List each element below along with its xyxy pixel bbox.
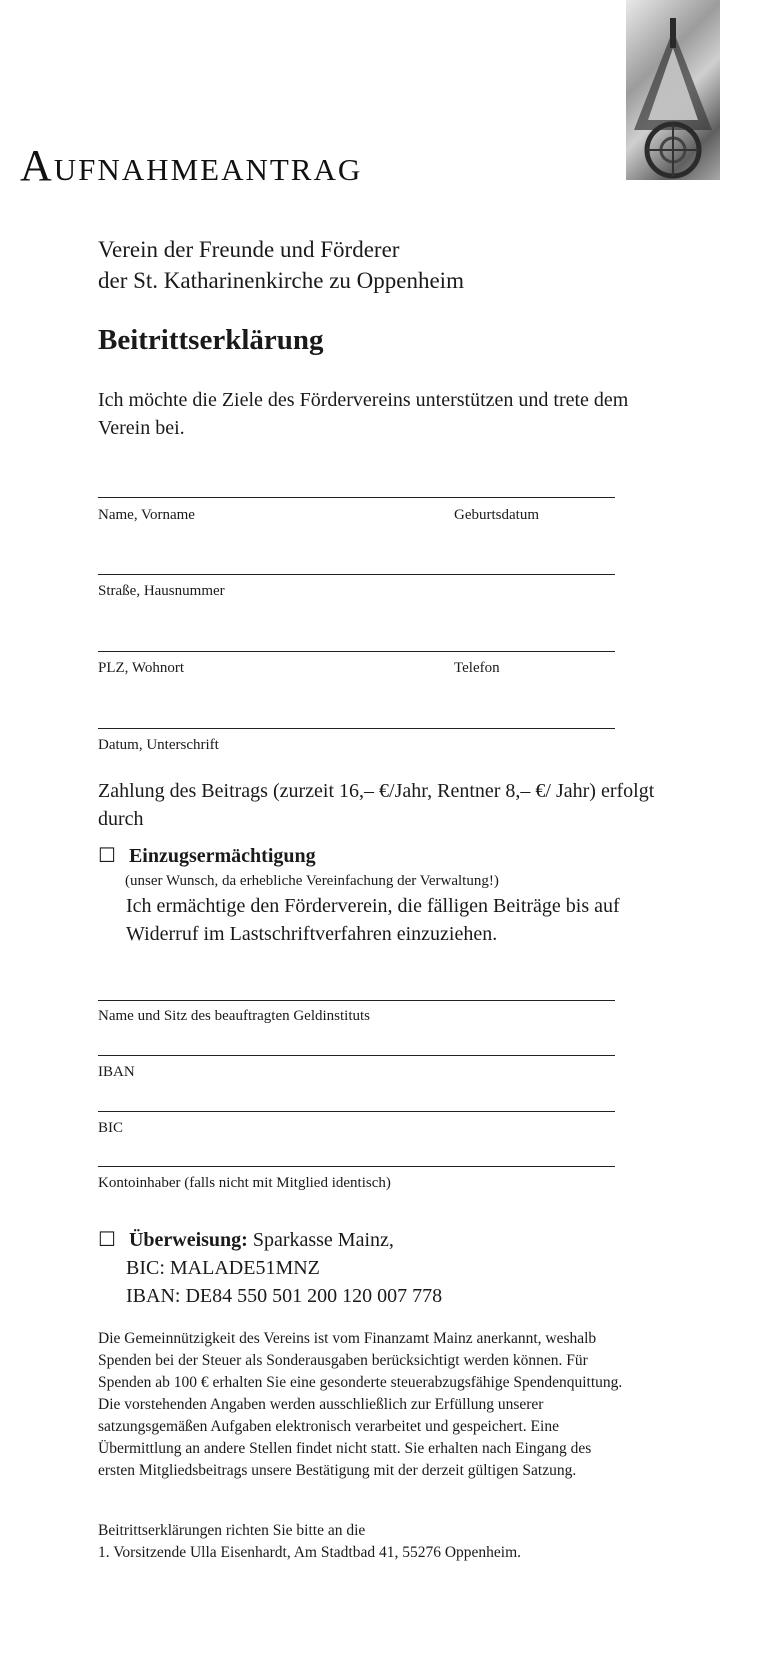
phone-field-label: Telefon <box>454 660 500 676</box>
street-field-label: Straße, Hausnummer <box>98 583 225 599</box>
payment-intro: Zahlung des Beitrags (zurzeit 16,– €/Jahr, Rentner 8,– €/ Jahr) erfolgt durch <box>98 780 655 830</box>
bic-field-label: BIC <box>98 1120 124 1136</box>
direct-debit-label: Einzugsermächtigung <box>128 845 316 867</box>
contact-line-2: 1. Vorsitzende Ulla Eisenhardt, Am Stadtbad 41, 55276 Oppenheim. <box>98 1544 522 1561</box>
section-heading: Beitrittserklärung <box>98 324 324 356</box>
contact-line-1: Beitrittserklärungen richten Sie bitte an die <box>98 1522 366 1539</box>
bic-field-line[interactable] <box>98 1111 615 1112</box>
city-field-line[interactable] <box>98 651 615 652</box>
account-holder-label: Kontoinhaber (falls nicht mit Mitglied identisch) <box>98 1175 391 1191</box>
page-title: Aufnahmeantrag <box>20 141 363 190</box>
organization-line-2: der St. Katharinenkirche zu Oppenheim <box>98 268 464 293</box>
organization-name <box>98 234 464 296</box>
direct-debit-option[interactable] <box>98 842 316 870</box>
transfer-option[interactable] <box>98 1226 394 1254</box>
bank-institution-label: Name und Sitz des beauftragten Geldinstituts <box>98 1008 371 1024</box>
birthdate-field-label: Geburtsdatum <box>454 507 539 523</box>
direct-debit-checkbox[interactable]: ☐ <box>98 845 116 867</box>
transfer-bic: BIC: MALADE51MNZ <box>126 1257 320 1279</box>
organization-line-1: Verein der Freunde und Förderer <box>98 237 400 262</box>
transfer-checkbox[interactable]: ☐ <box>98 1229 116 1251</box>
direct-debit-mandate: Ich ermächtige den Förderverein, die fälligen Beiträge bis auf Widerruf im Lastschriftverfahren einzuziehen. <box>126 895 620 945</box>
account-holder-line[interactable] <box>98 1166 615 1167</box>
transfer-label: Überweisung: <box>128 1229 248 1251</box>
iban-field-label: IBAN <box>98 1064 135 1080</box>
church-photo <box>626 0 720 180</box>
signature-field-line[interactable] <box>98 728 615 729</box>
bank-institution-line[interactable] <box>98 1000 615 1001</box>
city-field-label: PLZ, Wohnort <box>98 660 185 676</box>
transfer-iban: IBAN: DE84 550 501 200 120 007 778 <box>126 1285 443 1307</box>
transfer-bank: Sparkasse Mainz, <box>252 1229 394 1251</box>
street-field-line[interactable] <box>98 574 615 575</box>
name-field-line[interactable] <box>98 497 615 498</box>
contact-info <box>98 1520 658 1564</box>
intro-text: Ich möchte die Ziele des Fördervereins unterstützen und trete dem Verein bei. <box>98 389 629 439</box>
name-field-label: Name, Vorname <box>98 507 195 523</box>
disclaimer-text: Die Gemeinnützigkeit des Vereins ist vom Finanzamt Mainz anerkannt, weshalb Spenden bei der Steuer als Sonderausgaben berücksichtigt werden können. Für Spenden ab 100 € erhalten Sie eine gesonderte steuerabzugsfähige Spendenquittung. Die vorstehenden Angaben werden ausschließlich zur Erfüllung unserer satzungsgemäßen Aufgaben elektronisch verarbeitet und gespeichert. Eine Übermittlung an andere Stellen findet nicht statt. Sie erhalten nach Eingang des ersten Mitgliedsbeitrags unsere Bestätigung mit der derzeit gültigen Satzung. <box>98 1330 623 1479</box>
church-gable-drawing <box>626 0 720 180</box>
iban-field-line[interactable] <box>98 1055 615 1056</box>
signature-field-label: Datum, Unterschrift <box>98 737 219 753</box>
direct-debit-note: (unser Wunsch, da erhebliche Vereinfachung der Verwaltung!) <box>125 873 499 889</box>
